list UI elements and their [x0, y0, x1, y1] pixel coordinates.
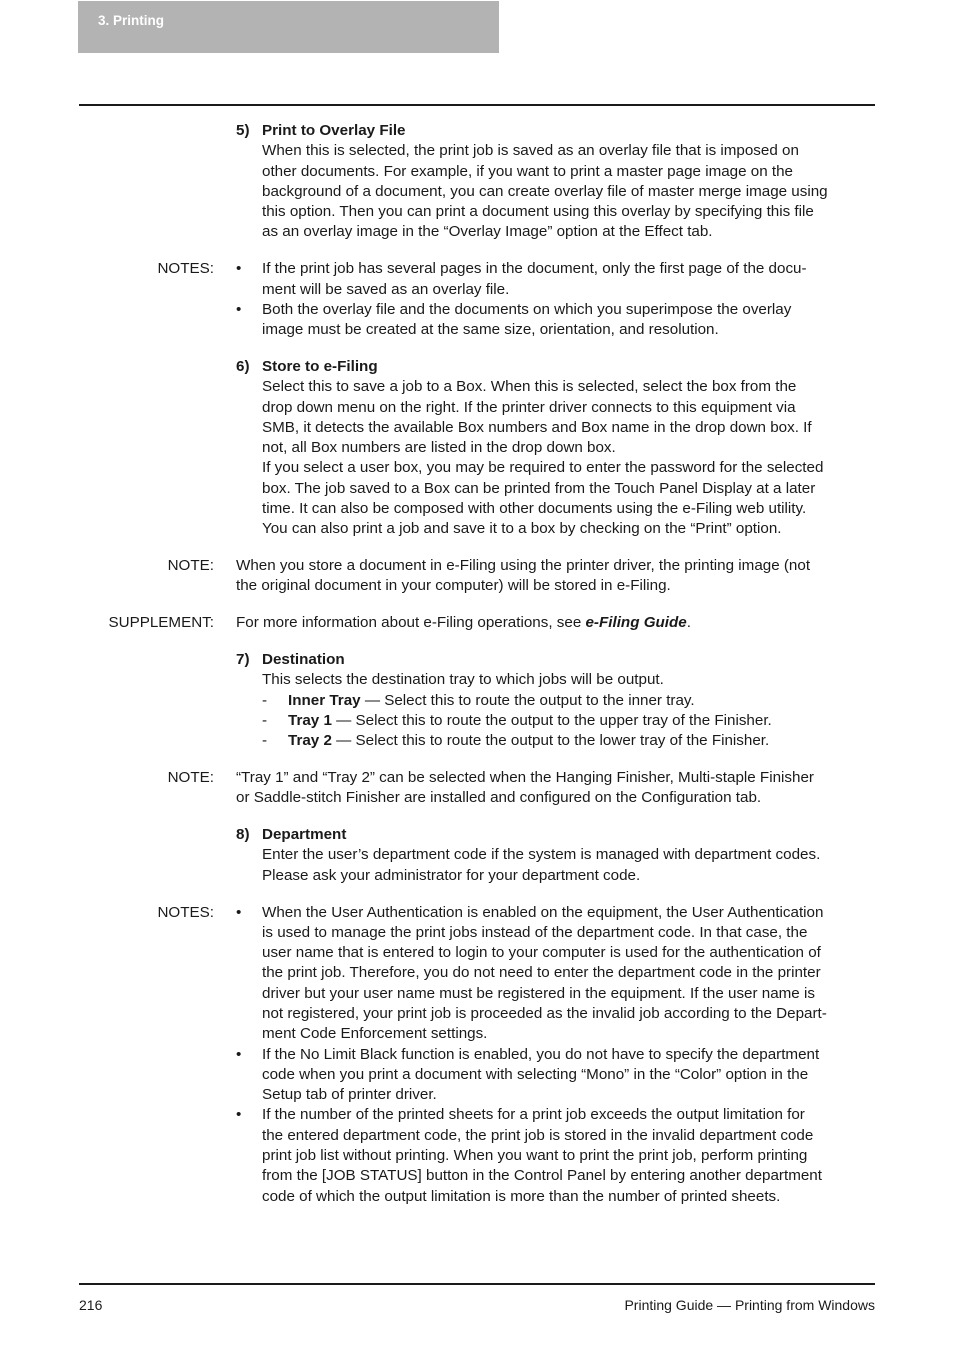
option-desc: — Select this to route the output to the upper tray of the Finisher.	[331, 711, 772, 729]
text-line: You can also print a job and save it to a box by checking on the “Print” option.	[262, 520, 782, 538]
note-bullet-item	[236, 903, 876, 1045]
text-line: SMB, it detects the available Box numbers and Box name in the drop down box. If	[262, 418, 812, 436]
section-body	[262, 845, 876, 886]
text-line: If the print job has several pages in the document, only the first page of the docu-	[262, 260, 807, 278]
text-line: time. It can also be composed with other documents using the e-Filing web utility.	[262, 500, 807, 518]
dash-mark: -	[262, 732, 268, 750]
section-print-to-overlay	[236, 121, 876, 243]
note-bullet-item	[236, 1045, 876, 1106]
note-bullet-item	[236, 259, 876, 300]
text-line: drop down menu on the right. If the printer driver connects to this equipment via	[262, 398, 796, 416]
section-body	[262, 141, 876, 242]
text-line: Select this to save a job to a Box. When this is selected, select the box from the	[262, 378, 797, 396]
note-label: NOTE:	[167, 557, 214, 575]
section-title: Store to e-Filing	[262, 357, 378, 375]
bullet-icon: •	[236, 903, 242, 921]
section-store-to-efiling	[236, 357, 876, 540]
text-line: code of which the output limitation is more than the number of printed sheets.	[262, 1187, 781, 1205]
text-line: ment will be saved as an overlay file.	[262, 280, 510, 298]
text-line: If the No Limit Black function is enabled, you do not have to specify the department	[262, 1045, 820, 1063]
bullet-icon: •	[236, 1045, 242, 1063]
text-line: print job list without printing. When you want to print the print job, perform printing	[262, 1147, 808, 1165]
note-bullet-item	[236, 300, 876, 341]
note-bullet-item	[236, 1105, 876, 1206]
text-line: this option. Then you can print a document using this overlay by specifying this file	[262, 203, 814, 221]
section-body	[262, 670, 876, 690]
chapter-tab: 3. Printing	[78, 1, 499, 53]
text-line: is used to manage the print jobs instead of the department code. In that case, the	[262, 923, 808, 941]
section-title: Department	[262, 826, 347, 844]
bullet-icon: •	[236, 260, 242, 278]
option-item	[262, 731, 876, 751]
bullet-icon: •	[236, 300, 242, 318]
text-line: from the [JOB STATUS] button in the Control Panel by entering another department	[262, 1167, 822, 1185]
section-number: 5)	[236, 122, 250, 139]
text-line: or Saddle-stitch Finisher are installed and configured on the Configuration tab.	[236, 789, 762, 807]
section-title: Print to Overlay File	[262, 122, 406, 139]
bullet-icon: •	[236, 1106, 242, 1124]
section-body	[262, 377, 876, 539]
supplement-label: SUPPLEMENT:	[108, 614, 214, 632]
section-title: Destination	[262, 651, 345, 669]
section-heading	[236, 121, 876, 141]
text-line: the original document in your computer) will be stored in e-Filing.	[236, 577, 671, 595]
option-name: Tray 2	[288, 732, 332, 750]
option-name: Tray 1	[288, 711, 332, 729]
text-line: image must be created at the same size, orientation, and resolution.	[262, 321, 719, 339]
option-item	[262, 711, 876, 731]
text-line: Please ask your administrator for your department code.	[262, 866, 641, 884]
text-line: When the User Authentication is enabled on the equipment, the User Authentication	[262, 903, 824, 921]
text-line: as an overlay image in the “Overlay Image” option at the Effect tab.	[262, 223, 713, 241]
notes-label: NOTES:	[157, 260, 214, 278]
option-name: Inner Tray	[288, 691, 361, 709]
text-line: the entered department code, the print job is stored in the invalid department code	[262, 1126, 814, 1144]
guide-title: Printing Guide — Printing from Windows	[624, 1297, 875, 1313]
guide-reference: e-Filing Guide	[585, 614, 687, 632]
text-line: Setup tab of printer driver.	[262, 1086, 437, 1104]
notes-label: NOTES:	[157, 903, 214, 921]
section-number: 8)	[236, 826, 250, 844]
text-line: driver but your user name must be registered in the equipment. If the user name is	[262, 984, 815, 1002]
text-line: not registered, your print job is proceeded as the invalid job according to the Depart-	[262, 1004, 827, 1022]
text-line: other documents. For example, if you want to print a master page image on the	[262, 162, 793, 180]
text-line: When this is selected, the print job is saved as an overlay file that is imposed on	[262, 142, 799, 160]
section-department	[236, 825, 876, 886]
supplement-efiling	[0, 613, 954, 633]
text-line: “Tray 1” and “Tray 2” can be selected when the Hanging Finisher, Multi-staple Finisher	[236, 769, 814, 787]
text-line: Enter the user’s department code if the system is managed with department codes.	[262, 846, 821, 864]
text-line: background of a document, you can create overlay file of master merge image using	[262, 182, 828, 200]
section-heading	[236, 825, 876, 845]
header-rule	[79, 104, 875, 106]
section-number: 6)	[236, 357, 250, 375]
text-line: Both the overlay file and the documents on which you superimpose the overlay	[262, 300, 792, 318]
text-line: code when you print a document with selecting “Mono” in the “Color” option in the	[262, 1065, 809, 1083]
notes-department	[0, 903, 954, 1207]
text-line: box. The job saved to a Box can be printed from the Touch Panel Display at a later	[262, 479, 816, 497]
text-line: the print job. Therefore, you do not need to enter the department code in the printer	[262, 964, 821, 982]
text-line: If you select a user box, you may be required to enter the password for the selected	[262, 459, 824, 477]
footer-rule	[79, 1283, 875, 1285]
section-number: 7)	[236, 651, 250, 669]
note-efiling	[0, 556, 954, 597]
dash-mark: -	[262, 691, 268, 709]
supplement-text-end: .	[686, 614, 691, 632]
dash-mark: -	[262, 711, 268, 729]
option-desc: — Select this to route the output to the inner tray.	[360, 691, 695, 709]
text-line: If the number of the printed sheets for a print job exceeds the output limitation for	[262, 1106, 805, 1124]
section-destination	[236, 650, 876, 751]
option-desc: — Select this to route the output to the lower tray of the Finisher.	[331, 732, 770, 750]
text-line: This selects the destination tray to which jobs will be output.	[262, 671, 664, 689]
text-line: When you store a document in e-Filing using the printer driver, the printing image (not	[236, 557, 811, 575]
section-heading	[236, 357, 876, 377]
page-number: 216	[79, 1297, 103, 1313]
supplement-text: For more information about e-Filing operations, see	[236, 614, 586, 632]
text-line: ment Code Enforcement settings.	[262, 1025, 488, 1043]
note-trays	[0, 768, 954, 809]
note-label: NOTE:	[167, 769, 214, 787]
notes-overlay	[0, 259, 954, 340]
text-line: not, all Box numbers are listed in the drop down box.	[262, 439, 616, 457]
option-item	[262, 691, 876, 711]
text-line: user name that is entered to login to your computer is used for the authentication of	[262, 944, 821, 962]
section-heading	[236, 650, 876, 670]
page-content	[0, 121, 954, 1207]
